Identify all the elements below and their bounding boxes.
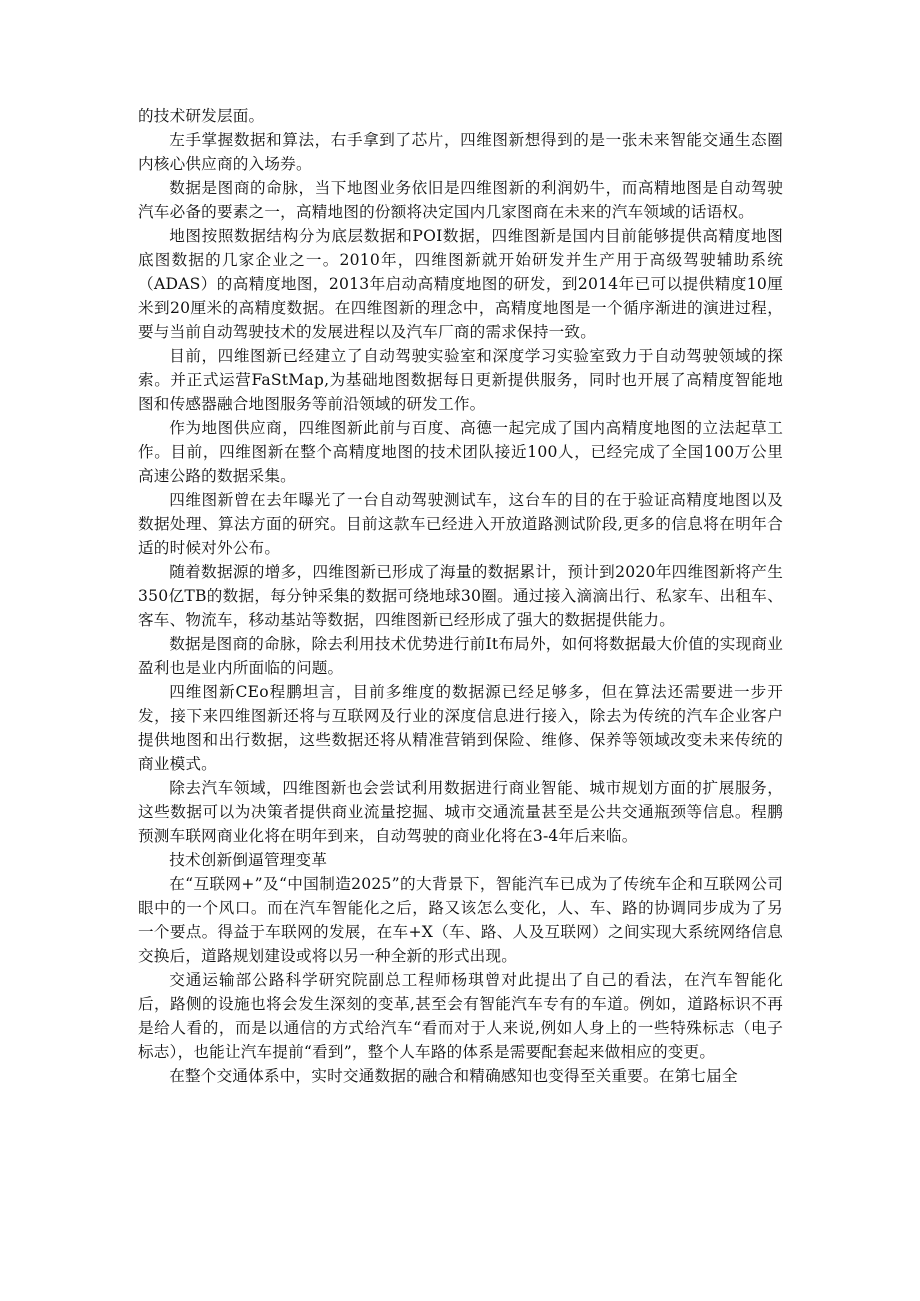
paragraph-4: 地图按照数据结构分为底层数据和POI数据，四维图新是国内目前能够提供高精度地图底图数据的几家企业之一。2010年，四维图新就开始研发并生产用于高级驾驶辅助系统（ADAS）的高精度地图，2013年启动高精度地图的研发，到2014年已可以提供精度10厘米到20厘米的高精度数据。在四维图新的理念中，高精度地图是一个循序渐进的演进过程，要与当前自动驾驶技术的发展进程以及汽车厂商的需求保持一致。: [138, 227, 783, 341]
paragraph-13: 在“互联网+”及“中国制造2025”的大背景下，智能汽车已成为了传统车企和互联网公司眼中的一个风口。而在汽车智能化之后，路又该怎么变化，人、车、路的协调同步成为了另一个要点。得益于车联网的发展，在车+X（车、路、人及互联网）之间实现大系统网络信息交换后，道路规划建设或将以另一种全新的形式出现。: [138, 875, 783, 965]
paragraph-14: 交通运输部公路科学研究院副总工程师杨琪曾对此提出了自己的看法，在汽车智能化后，路侧的设施也将会发生深刻的变革,甚至会有智能汽车专有的车道。例如，道路标识不再是给人看的，而是以通信的方式给汽车“看而对于人来说,例如人身上的一些特殊标志（电子标志），也能让汽车提前“看到”，整个人车路的体系是需要配套起来做相应的变更。: [138, 971, 783, 1061]
paragraph-8: 随着数据源的增多，四维图新已形成了海量的数据累计，预计到2020年四维图新将产生350亿TB的数据，每分钟采集的数据可绕地球30圈。通过接入滴滴出行、私家车、出租车、客车、物流车，移动基站等数据，四维图新已经形成了强大的数据提供能力。: [138, 563, 783, 629]
document-page: [138, 104, 783, 1088]
paragraph-3: 数据是图商的命脉，当下地图业务依旧是四维图新的利润奶牛，而高精地图是自动驾驶汽车必备的要素之一，高精地图的份额将决定国内几家图商在未来的汽车领域的话语权。: [138, 179, 783, 221]
paragraph-2: 左手掌握数据和算法，右手拿到了芯片，四维图新想得到的是一张未来智能交通生态圈内核心供应商的入场券。: [138, 131, 783, 173]
paragraph-9: 数据是图商的命脉，除去利用技术优势进行前It布局外，如何将数据最大价值的实现商业盈利也是业内所面临的问题。: [138, 635, 783, 677]
paragraph-1: 的技术研发层面。: [138, 107, 265, 125]
paragraph-5: 目前，四维图新已经建立了自动驾驶实验室和深度学习实验室致力于自动驾驶领域的探索。并正式运营FaStMap,为基础地图数据每日更新提供服务，同时也开展了高精度智能地图和传感器融合地图服务等前沿领域的研发工作。: [138, 347, 783, 413]
paragraph-11: 除去汽车领域，四维图新也会尝试利用数据进行商业智能、城市规划方面的扩展服务，这些数据可以为决策者提供商业流量挖掘、城市交通流量甚至是公共交通瓶颈等信息。程鹏预测车联网商业化将在明年到来，自动驾驶的商业化将在3-4年后来临。: [138, 779, 783, 845]
paragraph-10: 四维图新CEo程鹏坦言，目前多维度的数据源已经足够多，但在算法还需要进一步开发，接下来四维图新还将与互联网及行业的深度信息进行接入，除去为传统的汽车企业客户提供地图和出行数据，这些数据还将从精准营销到保险、维修、保养等领域改变未来传统的商业模式。: [138, 683, 783, 773]
section-heading: 技术创新倒逼管理变革: [169, 851, 328, 869]
paragraph-15: 在整个交通体系中，实时交通数据的融合和精确感知也变得至关重要。在第七届全: [169, 1067, 738, 1085]
paragraph-7: 四维图新曾在去年曝光了一台自动驾驶测试车，这台车的目的在于验证高精度地图以及数据处理、算法方面的研究。目前这款车已经进入开放道路测试阶段,更多的信息将在明年合适的时候对外公布。: [138, 491, 783, 557]
paragraph-6: 作为地图供应商，四维图新此前与百度、高德一起完成了国内高精度地图的立法起草工作。目前，四维图新在整个高精度地图的技术团队接近100人，已经完成了全国100万公里高速公路的数据采集。: [138, 419, 783, 485]
